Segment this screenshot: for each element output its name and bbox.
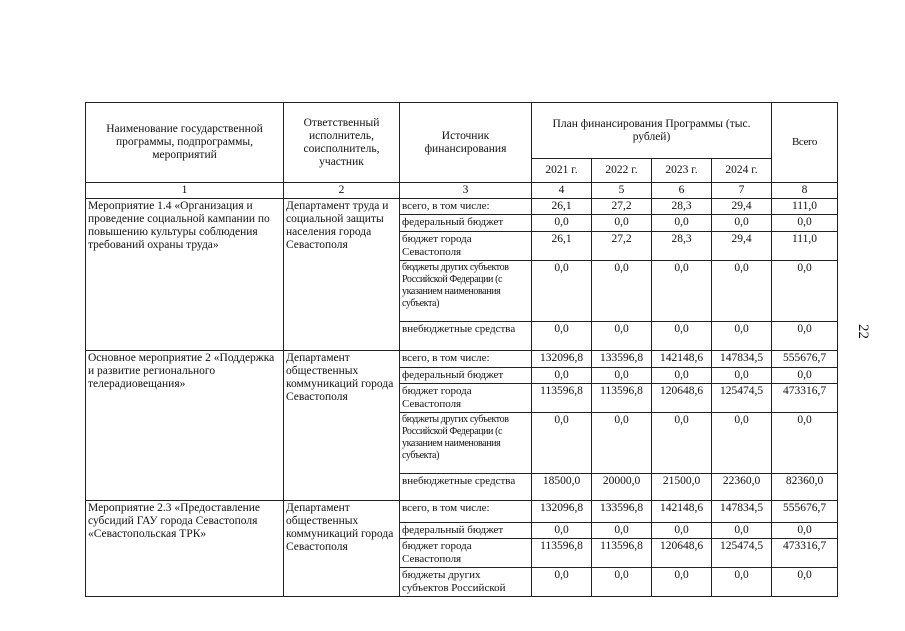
activity-name: Основное мероприятие 2 «Поддержка и развитие регионального телерадиовещания» — [86, 351, 284, 501]
year-value: 132096,8 — [532, 501, 592, 523]
total-value: 111,0 — [772, 199, 838, 215]
col-index: 5 — [592, 183, 652, 199]
year-value: 28,3 — [652, 199, 712, 215]
year-value: 113596,8 — [532, 539, 592, 568]
funding-source: всего, в том числе: — [400, 199, 532, 215]
year-value: 0,0 — [532, 368, 592, 384]
header-total: Всего — [772, 103, 838, 183]
executor: Департамент труда и социальной защиты населения города Севастополя — [284, 199, 400, 351]
header-year: 2022 г. — [592, 159, 652, 183]
year-value: 0,0 — [712, 568, 772, 597]
funding-source: бюджеты других субъектов Российской Федерации (с указанием наименования субъекта) — [400, 413, 532, 474]
year-value: 0,0 — [652, 568, 712, 597]
year-value: 0,0 — [592, 261, 652, 322]
year-value: 120648,6 — [652, 384, 712, 413]
total-value: 0,0 — [772, 523, 838, 539]
year-value: 29,4 — [712, 199, 772, 215]
table-body — [86, 199, 838, 597]
year-value: 0,0 — [592, 568, 652, 597]
year-value: 133596,8 — [592, 351, 652, 368]
funding-source: бюджет города Севастополя — [400, 539, 532, 568]
header-source: Источник финансирования — [400, 103, 532, 183]
table-row — [86, 199, 838, 215]
activity-name: Мероприятие 1.4 «Организация и проведение социальной кампании по повышению культуры соблюдения требований охраны труда» — [86, 199, 284, 351]
total-value: 0,0 — [772, 261, 838, 322]
year-value: 132096,8 — [532, 351, 592, 368]
year-value: 0,0 — [532, 215, 592, 232]
year-value: 0,0 — [592, 215, 652, 232]
total-value: 473316,7 — [772, 539, 838, 568]
header-year: 2023 г. — [652, 159, 712, 183]
total-value: 0,0 — [772, 568, 838, 597]
total-value: 0,0 — [772, 368, 838, 384]
col-index: 1 — [86, 183, 284, 199]
total-value: 111,0 — [772, 232, 838, 261]
activity-name: Мероприятие 2.3 «Предоставление субсидий ГАУ города Севастополя «Севастопольская ТРК» — [86, 501, 284, 597]
col-index: 8 — [772, 183, 838, 199]
year-value: 21500,0 — [652, 474, 712, 501]
year-value: 0,0 — [712, 523, 772, 539]
year-value: 0,0 — [592, 368, 652, 384]
year-value: 27,2 — [592, 232, 652, 261]
year-value: 125474,5 — [712, 384, 772, 413]
year-value: 0,0 — [592, 413, 652, 474]
year-value: 29,4 — [712, 232, 772, 261]
col-index: 4 — [532, 183, 592, 199]
col-index: 7 — [712, 183, 772, 199]
year-value: 0,0 — [532, 261, 592, 322]
year-value: 113596,8 — [592, 539, 652, 568]
total-value: 0,0 — [772, 322, 838, 351]
year-value: 0,0 — [532, 322, 592, 351]
col-index: 6 — [652, 183, 712, 199]
year-value: 0,0 — [712, 215, 772, 232]
year-value: 113596,8 — [532, 384, 592, 413]
year-value: 0,0 — [532, 523, 592, 539]
year-value: 0,0 — [532, 413, 592, 474]
year-value: 0,0 — [712, 322, 772, 351]
col-index: 3 — [400, 183, 532, 199]
year-value: 142148,6 — [652, 351, 712, 368]
total-value: 555676,7 — [772, 501, 838, 523]
year-value: 147834,5 — [712, 501, 772, 523]
header-name: Наименование государственной программы, подпрограммы, мероприятий — [86, 103, 284, 183]
year-value: 20000,0 — [592, 474, 652, 501]
year-value: 0,0 — [652, 368, 712, 384]
total-value: 0,0 — [772, 413, 838, 474]
year-value: 113596,8 — [592, 384, 652, 413]
year-value: 142148,6 — [652, 501, 712, 523]
total-value: 555676,7 — [772, 351, 838, 368]
total-value: 473316,7 — [772, 384, 838, 413]
year-value: 0,0 — [712, 413, 772, 474]
total-value: 82360,0 — [772, 474, 838, 501]
funding-source: внебюджетные средства — [400, 474, 532, 501]
year-value: 22360,0 — [712, 474, 772, 501]
year-value: 120648,6 — [652, 539, 712, 568]
col-index: 2 — [284, 183, 400, 199]
funding-source: всего, в том числе: — [400, 501, 532, 523]
year-value: 0,0 — [652, 215, 712, 232]
table-row — [86, 351, 838, 368]
funding-source: всего, в том числе: — [400, 351, 532, 368]
executor: Департамент общественных коммуникаций города Севастополя — [284, 351, 400, 501]
year-value: 26,1 — [532, 232, 592, 261]
year-value: 0,0 — [652, 261, 712, 322]
year-value: 125474,5 — [712, 539, 772, 568]
total-value: 0,0 — [772, 215, 838, 232]
year-value: 26,1 — [532, 199, 592, 215]
executor: Департамент общественных коммуникаций города Севастополя — [284, 501, 400, 597]
year-value: 0,0 — [532, 568, 592, 597]
table-row — [86, 501, 838, 523]
funding-source: федеральный бюджет — [400, 215, 532, 232]
year-value: 0,0 — [592, 523, 652, 539]
funding-source: федеральный бюджет — [400, 523, 532, 539]
year-value: 0,0 — [652, 413, 712, 474]
page-number: 22 — [855, 324, 871, 339]
header-year: 2024 г. — [712, 159, 772, 183]
year-value: 18500,0 — [532, 474, 592, 501]
funding-source: федеральный бюджет — [400, 368, 532, 384]
year-value: 147834,5 — [712, 351, 772, 368]
year-value: 0,0 — [652, 523, 712, 539]
year-value: 28,3 — [652, 232, 712, 261]
year-value: 27,2 — [592, 199, 652, 215]
year-value: 0,0 — [712, 261, 772, 322]
year-value: 133596,8 — [592, 501, 652, 523]
header-executor: Ответственный исполнитель, соисполнитель, участник — [284, 103, 400, 183]
year-value: 0,0 — [652, 322, 712, 351]
funding-source: бюджеты других субъектов Российской Федерации (с указанием наименования субъекта) — [400, 261, 532, 322]
header-year: 2021 г. — [532, 159, 592, 183]
year-value: 0,0 — [592, 322, 652, 351]
funding-source: бюджет города Севастополя — [400, 232, 532, 261]
header-plan: План финансирования Программы (тыс. рублей) — [532, 103, 772, 159]
funding-source: внебюджетные средства — [400, 322, 532, 351]
year-value: 0,0 — [712, 368, 772, 384]
financing-table — [85, 102, 838, 597]
funding-source: бюджет города Севастополя — [400, 384, 532, 413]
funding-source: бюджеты других субъектов Российской — [400, 568, 532, 597]
